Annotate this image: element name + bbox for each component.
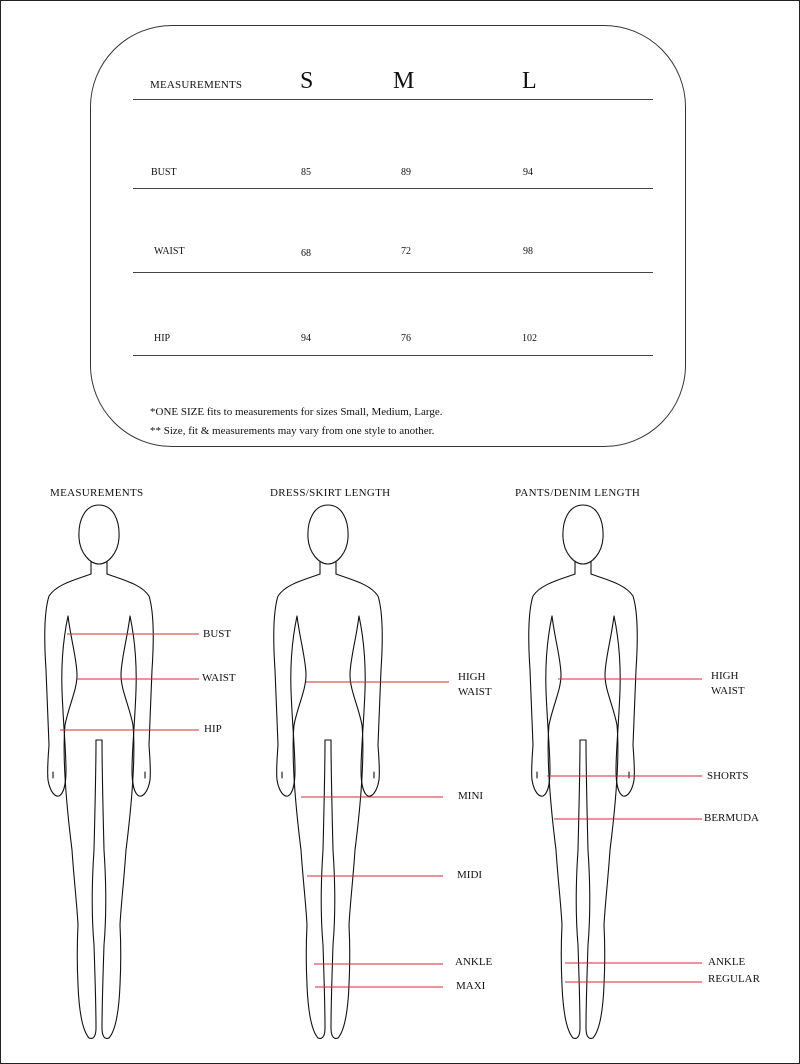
croquis-figure-pants-denim — [529, 505, 637, 1038]
row-label-waist: WAIST — [154, 246, 185, 257]
cell-waist-s: 68 — [301, 248, 311, 259]
note-one-size: *ONE SIZE fits to measurements for sizes Small, Medium, Large. — [150, 406, 443, 418]
cell-bust-s: 85 — [301, 167, 311, 178]
cell-hip-l: 102 — [522, 333, 537, 344]
label-dress-ankle: ANKLE — [455, 956, 493, 968]
label-pants-high: HIGH — [711, 670, 739, 682]
figure-title-pants-denim: PANTS/DENIM LENGTH — [515, 487, 641, 499]
cell-bust-l: 94 — [523, 167, 533, 178]
label-pants-waist: WAIST — [711, 685, 745, 697]
label-waist: WAIST — [202, 672, 236, 684]
cell-waist-l: 98 — [523, 246, 533, 257]
label-shorts: SHORTS — [707, 770, 749, 782]
label-hip: HIP — [204, 723, 222, 735]
label-dress-waist: WAIST — [458, 686, 492, 698]
label-midi: MIDI — [457, 869, 483, 881]
figure-title-dress-skirt: DRESS/SKIRT LENGTH — [270, 487, 391, 499]
croquis-figure-measurements — [45, 505, 153, 1038]
note-size-varies: ** Size, fit & measurements may vary from one style to another. — [150, 425, 435, 437]
label-dress-high: HIGH — [458, 671, 486, 683]
label-bermuda: BERMUDA — [704, 812, 760, 824]
croquis-figure-dress-skirt — [274, 505, 382, 1038]
row-label-hip: HIP — [154, 333, 171, 344]
cell-hip-s: 94 — [301, 333, 311, 344]
size-table-header-label: MEASUREMENTS — [150, 79, 243, 91]
figure-title-measurements: MEASUREMENTS — [50, 487, 144, 499]
row-label-bust: BUST — [151, 167, 177, 178]
guides-measurements — [60, 634, 199, 730]
size-header-s: S — [300, 68, 314, 94]
cell-waist-m: 72 — [401, 246, 411, 257]
size-header-l: L — [522, 68, 537, 94]
label-bust: BUST — [203, 628, 232, 640]
size-header-m: M — [393, 68, 415, 94]
label-pants-ankle: ANKLE — [708, 956, 746, 968]
cell-bust-m: 89 — [401, 167, 411, 178]
label-regular: REGULAR — [708, 973, 760, 985]
cell-hip-m: 76 — [401, 333, 411, 344]
label-maxi: MAXI — [456, 980, 486, 992]
guides-pants-denim — [547, 679, 702, 982]
label-mini: MINI — [458, 790, 484, 802]
